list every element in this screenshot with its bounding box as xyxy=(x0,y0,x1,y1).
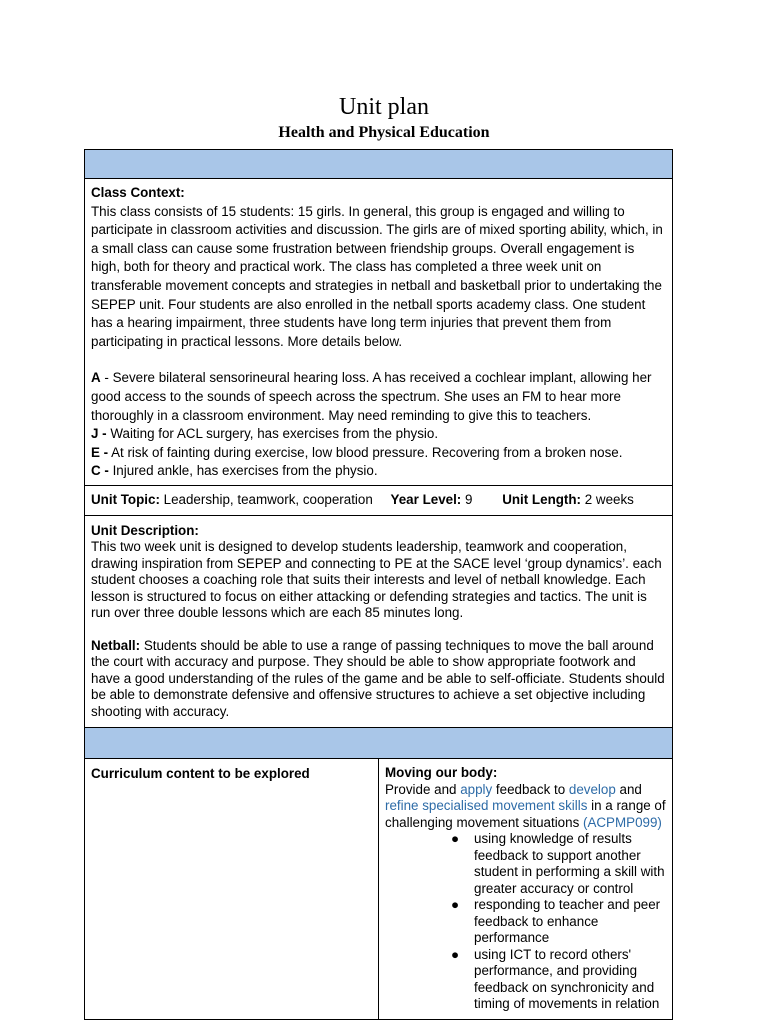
netball-label: Netball: xyxy=(91,637,141,653)
intro-text: Provide and xyxy=(385,781,461,797)
student-note-e xyxy=(91,444,666,463)
header-band xyxy=(85,150,673,179)
refine-skills-link[interactable]: refine specialised movement skills xyxy=(385,798,588,813)
list-item xyxy=(451,946,666,1013)
curriculum-content xyxy=(379,759,672,1019)
develop-link[interactable]: develop xyxy=(568,781,616,797)
unit-meta-cell xyxy=(85,486,672,515)
bullet-text: using knowledge of results feedback to support another student in performing a skill with greater accuracy or control xyxy=(474,831,665,896)
student-note-a xyxy=(91,369,666,425)
page-title: Unit plan xyxy=(339,94,429,120)
netball-text: Students should be able to use a range of passing techniques to move the ball around the court with accuracy and purpose. They should be able to show appropriate footwork and have a good understanding of the rules of the game and be able to self-officiate. Students should be able to demonstrate defensive and offensive structures to achieve a set objective including shooting with accuracy. xyxy=(91,637,665,719)
student-note-j xyxy=(91,425,666,444)
year-level-label: Year Level: xyxy=(390,491,462,507)
unit-description-label: Unit Description: xyxy=(91,522,199,538)
student-text: At risk of fainting during exercise, low blood pressure. Recovering from a broken nose. xyxy=(108,444,623,460)
curriculum-bullet-list xyxy=(385,831,666,1013)
class-context-label: Class Context: xyxy=(91,185,185,200)
student-key: C - xyxy=(91,463,109,479)
curriculum-heading: Moving our body: xyxy=(385,765,498,780)
acpmp099-link[interactable]: (ACPMP099) xyxy=(583,814,662,830)
section-band-row xyxy=(85,728,673,759)
class-context-paragraph: This class consists of 15 students: 15 girls. In general, this group is engaged and willing to participate in classroom activities and discussion. The girls are of mixed sporting ability, which, in a small class can cause some frustration between friendship groups. Overall engagement is high, both for theory and practical work. The class has completed a three week unit on transferable movement concepts and strategies in netball and basketball prior to undertaking the SEPEP unit. Four students are also enrolled in the netball sports academy class. One student has a hearing impairment, three students have long term injuries that prevent them from participating in practical lessons. More details below. xyxy=(91,203,663,349)
bullet-icon: ● xyxy=(451,946,460,962)
bullet-icon: ● xyxy=(451,897,460,912)
intro-text: feedback to xyxy=(492,781,569,797)
section-band xyxy=(85,728,673,759)
student-note-c xyxy=(91,462,666,481)
intro-text: and xyxy=(615,781,642,797)
bullet-text: using ICT to record others' performance, and providing feedback on synchronicity and timing of movements in relation xyxy=(474,946,660,1011)
bullet-text: responding to teacher and peer feedback to enhance performance xyxy=(474,897,661,945)
list-item xyxy=(451,831,666,897)
apply-link[interactable]: apply xyxy=(460,781,493,797)
header-band-row xyxy=(85,150,673,179)
page-subtitle: Health and Physical Education xyxy=(278,124,490,141)
bullet-icon: ● xyxy=(451,831,460,846)
unit-topic-label: Unit Topic: xyxy=(91,491,160,507)
unit-meta-row xyxy=(85,485,673,515)
netball-paragraph xyxy=(91,638,666,721)
year-level xyxy=(391,492,473,507)
unit-description-row xyxy=(85,515,673,728)
intro-text: in a range of challenging movement situations xyxy=(385,798,666,830)
unit-topic-value: Leadership, teamwork, cooperation xyxy=(159,491,373,507)
curriculum-row xyxy=(85,759,673,1020)
unit-description-cell xyxy=(85,516,672,728)
unit-length-value: 2 weeks xyxy=(581,491,634,507)
unit-description-paragraph: This two week unit is designed to develop students leadership, teamwork and cooperation, drawing inspiration from SEPEP and connecting to PE at the SACE level ‘group dynamics’. each student chooses a coaching role that suits their interests and level of netball knowledge. Each lesson is structured to focus on either attacking or defending strategies and tactics. The unit is run over three double lessons which are each 85 minutes long. xyxy=(91,539,662,620)
student-key: J - xyxy=(91,426,107,442)
class-context-row xyxy=(85,179,673,486)
year-level-value: 9 xyxy=(461,491,473,507)
unit-plan-table xyxy=(84,149,673,1020)
list-item xyxy=(451,897,666,947)
student-text: Waiting for ACL surgery, has exercises from the physio. xyxy=(106,426,439,442)
student-text: - Severe bilateral sensorineural hearing loss. A has received a cochlear implant, allowing her good access to the sounds of speech across the spectrum. She uses an FM to hear more thoroughly in a classroom environment. May need reminding to give this to teachers. xyxy=(91,370,652,423)
student-key: E - xyxy=(91,444,109,460)
unit-topic xyxy=(91,492,373,507)
curriculum-label: Curriculum content to be explored xyxy=(91,766,310,781)
class-context-cell xyxy=(85,179,672,485)
student-key: A xyxy=(91,370,101,386)
student-text: Injured ankle, has exercises from the physio. xyxy=(108,463,378,479)
unit-length xyxy=(502,492,634,507)
curriculum-intro xyxy=(385,782,666,832)
unit-length-label: Unit Length: xyxy=(502,491,582,507)
